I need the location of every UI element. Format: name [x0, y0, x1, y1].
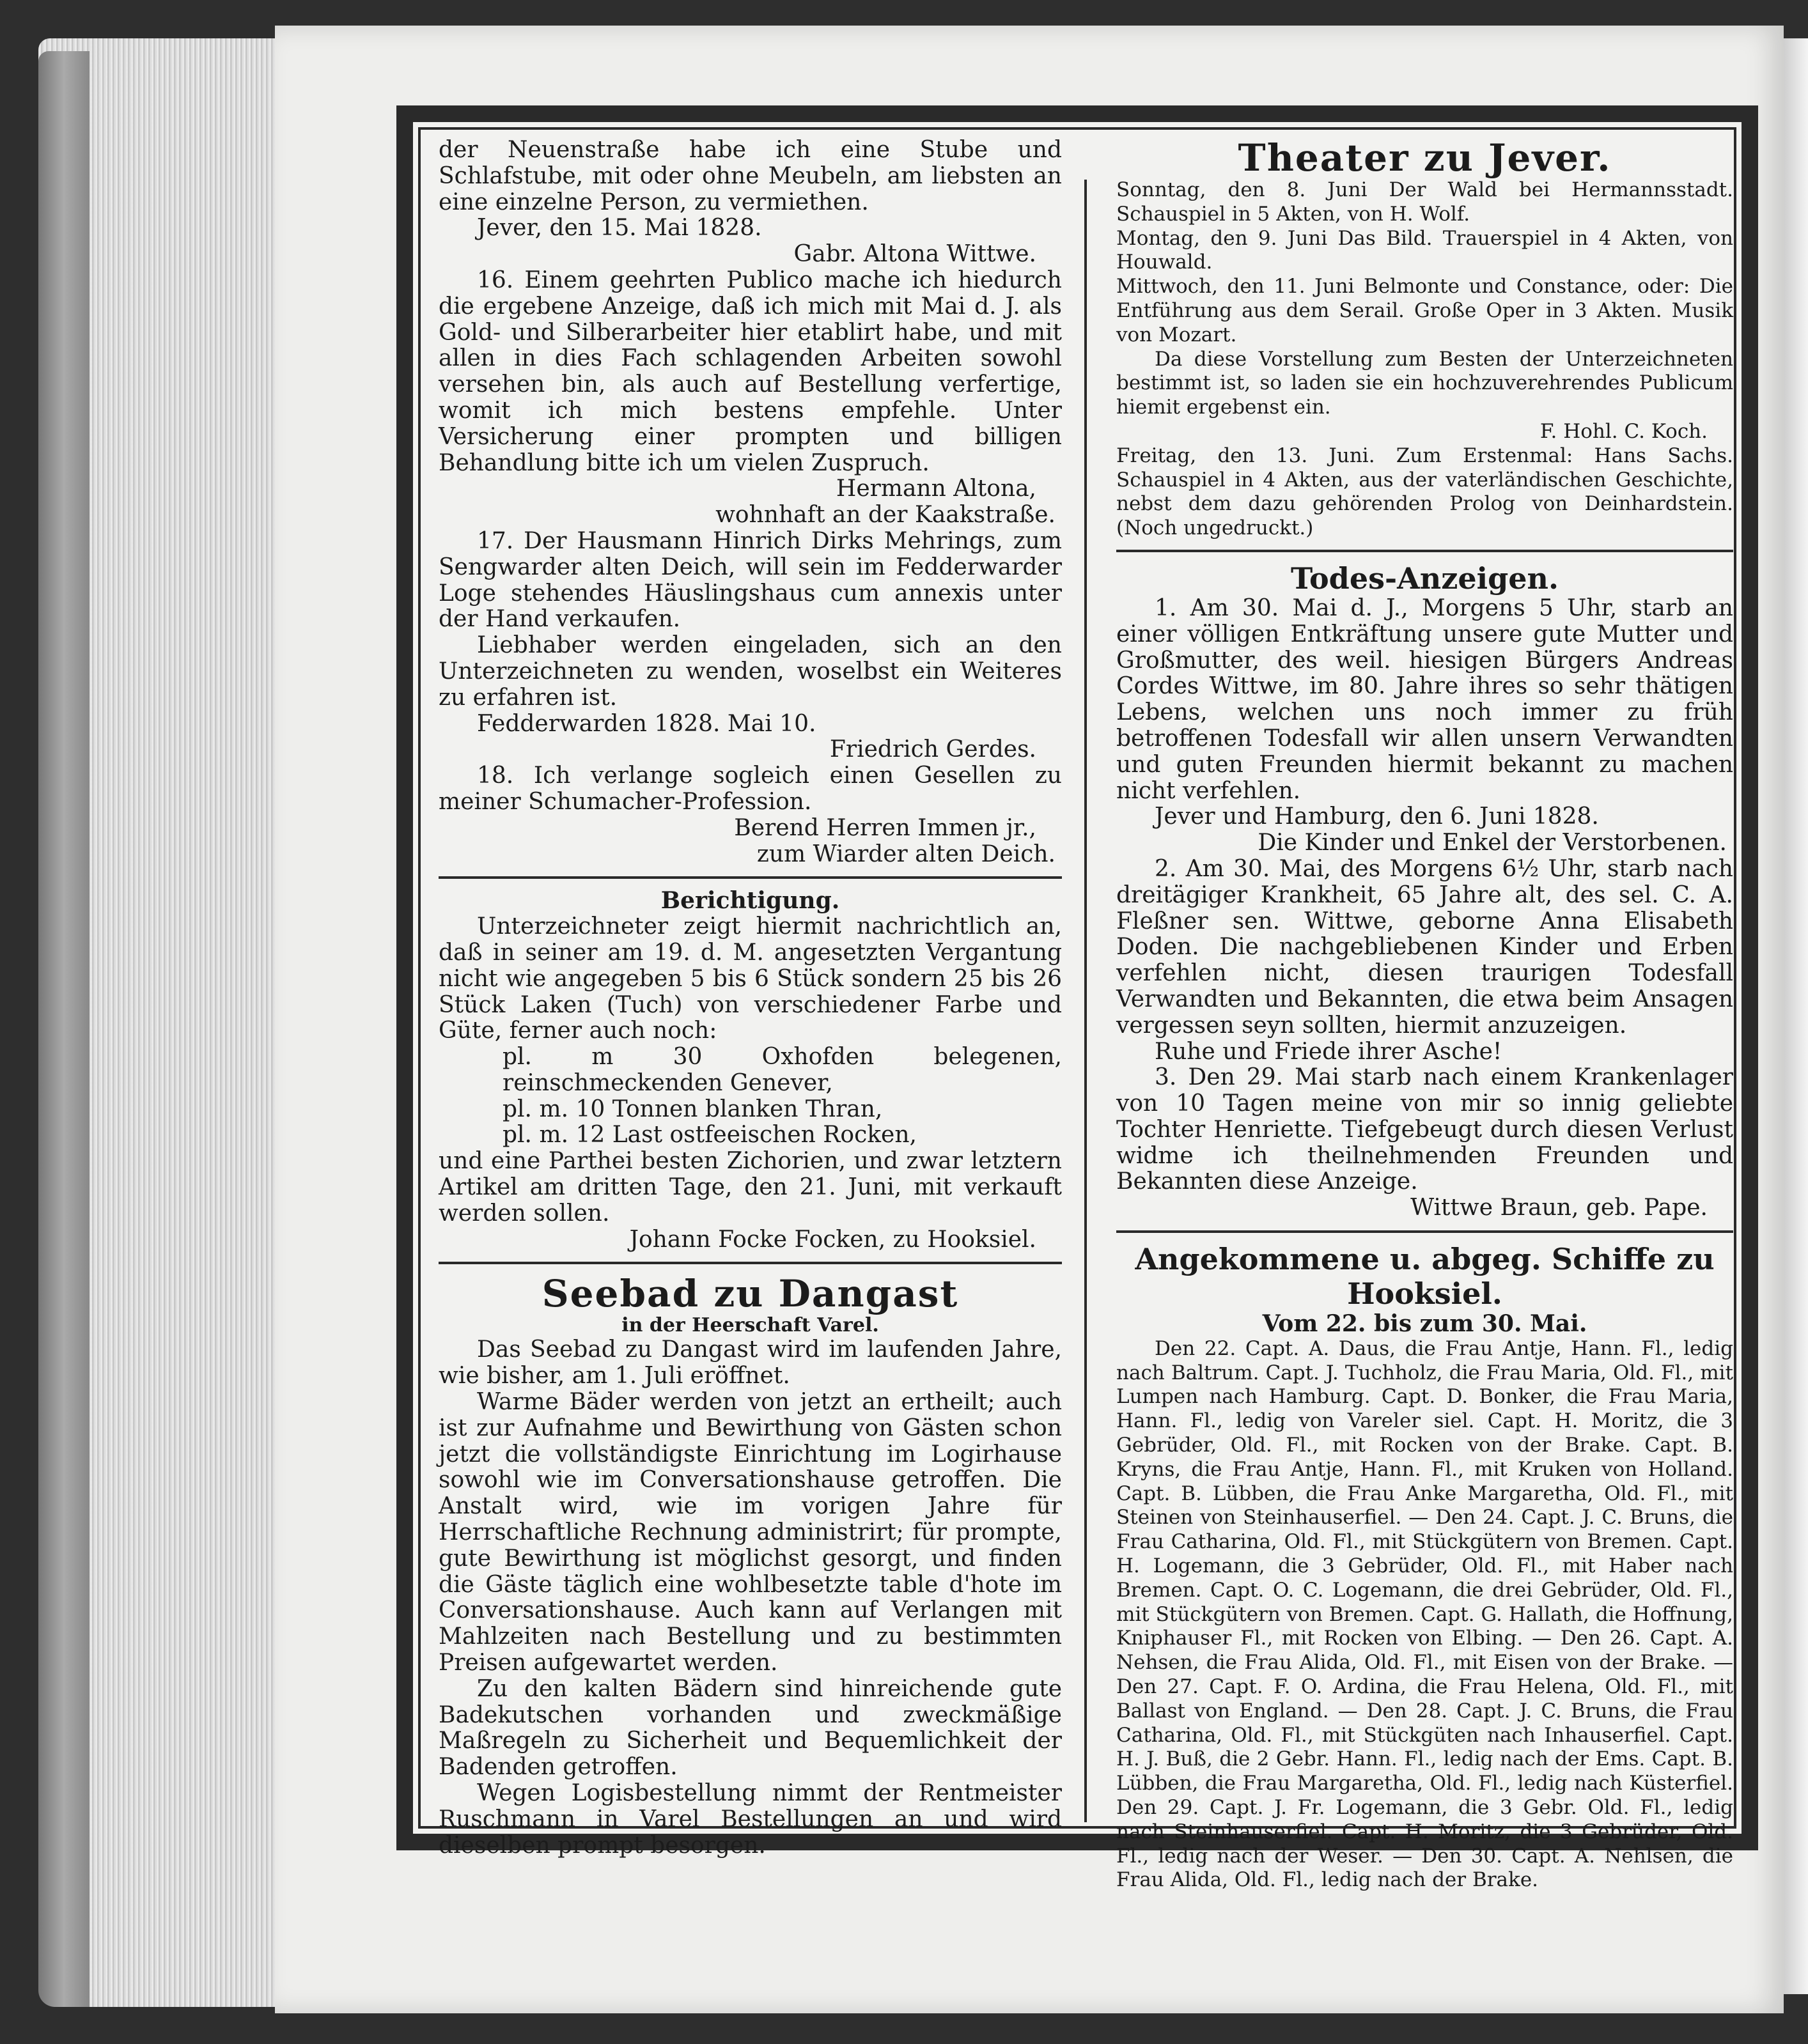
seebad-paragraph: Wegen Logisbestellung nimmt der Rentmeister Ruschmann in Varel Bestellungen an und wird dieselben prompt besorgen. — [439, 1780, 1062, 1859]
section-rule — [439, 876, 1062, 879]
section-rule — [1116, 1230, 1733, 1233]
left-column — [439, 137, 1062, 1859]
todes-notice-1-signature: Die Kinder und Enkel der Verstorbenen. — [1258, 830, 1727, 856]
theater-note: Da diese Vorstellung zum Besten der Unterzeichneten bestimmt ist, so laden sie ein hochzuverehrendes Publicum hiemit ergebenst ein. — [1116, 347, 1733, 419]
seebad-paragraph: Zu den kalten Bädern sind hinreichende gute Badekutschen vorhanden und zweckmäßige Maßregeln zu Sicherheit und Bequemlichkeit der Badenden getroffen. — [439, 1675, 1062, 1781]
theater-title: Theater zu Jever. — [1238, 136, 1612, 180]
berichtigung-text: Unterzeichneter zeigt hiermit nachrichtlich an, daß in seiner am 19. d. M. angesetzten Vergantung nicht wie angegeben 5 bis 6 Stück sondern 25 bis 26 Stück Laken (Tuch) von verschiedener Farbe und Güte, ferner auch noch: — [439, 913, 1062, 1044]
ad-18-signature: Berend Herren Immen jr., — [734, 814, 1036, 841]
berichtigung-item: pl. m 30 Oxhofden belegenen, reinschmeckenden Genever, — [503, 1044, 1062, 1096]
todes-notice-1-date: Jever und Hamburg, den 6. Juni 1828. — [1155, 803, 1599, 830]
ad-17-place-date: Fedderwarden 1828. Mai 10. — [477, 710, 816, 737]
seebad-title: Seebad zu Dangast — [542, 1272, 959, 1316]
ad-18-address: zum Wiarder alten Deich. — [756, 840, 1056, 867]
ad-16-signature: Hermann Altona, — [836, 476, 1036, 502]
todes-notice-2: 2. Am 30. Mai, des Morgens 6½ Uhr, starb nach dreitägiger Krankheit, 65 Jahre alt, des sel. C. A. Fleßner sen. Wittwe, geborne Anna Elisabeth Doden. Die nachgebliebenen Kinder und Erben verfehlen nicht, diesen traurigen Todesfall Verwandten und Bekannten, die etwa beim Ansagen vergessen seyn sollten, hiermit anzuzeigen. — [1116, 855, 1733, 1039]
ad-room-rent-date: Jever, den 15. Mai 1828. — [477, 215, 762, 242]
schiffe-subtitle: Vom 22. bis zum 30. Mai. — [1262, 1310, 1587, 1338]
todes-notice-3: 3. Den 29. Mai starb nach einem Krankenlager von 10 Tagen meine von mir so innig geliebte Tochter Henriette. Tiefgebeugt durch diesen Verlust widme ich theilnehmenden Freunden und Bekannten diese Anzeige. — [1116, 1064, 1733, 1195]
section-rule — [1116, 550, 1733, 552]
todes-notice-3-signature: Wittwe Braun, geb. Pape. — [1410, 1195, 1708, 1221]
berichtigung-item: pl. m. 12 Last ostfeeischen Rocken, — [503, 1122, 917, 1149]
book-spine-shadow — [38, 51, 90, 2007]
todes-title: Todes-Anzeigen. — [1291, 561, 1559, 596]
seebad-paragraph: Warme Bäder werden von jetzt an ertheilt; auch ist zur Aufnahme und Bewirthung von Gästen schon jetzt die vollständigste Einrichtung im Logirhause sowohl wie im Conversationshause getroffen. Die Anstalt wird, wie im vorigen Jahre für Herrschaftliche Rechnung administrirt; für prompte, gute Bewirthung ist möglichst gesorgt, und finden die Gäste täglich eine wohlbesetzte table d'hote im Conversationshause. Auch kann auf Verlangen mit Mahlzeiten nach Bestellung und zu bestimmten Preisen aufgewartet werden. — [439, 1389, 1062, 1676]
newspaper-frame — [396, 105, 1758, 1892]
berichtigung-title: Berichtigung. — [660, 887, 840, 915]
ad-18-journeyman: 18. Ich verlange sogleich einen Gesellen zu meiner Schumacher-Profession. — [439, 763, 1062, 815]
theater-friday: Freitag, den 13. Juni. Zum Erstenmal: Hans Sachs. Schauspiel in 4 Akten, aus der vaterländischen Geschichte, nebst dem dazu gehörenden Prolog von Deinhardstein. (Noch ungedruckt.) — [1116, 444, 1733, 540]
todes-notice-1: 1. Am 30. Mai d. J., Morgens 5 Uhr, starb an einer völligen Entkräftung unsere gute Mutter und Großmutter, des weil. hiesigen Bürgers Andreas Cordes Wittwe, im 80. Jahre ihres so sehr thätigen Lebens, welchen uns noch immer zu früh betroffenen Todesfall wir allen unsern Verwandten und guten Freunden hiermit bekannt zu machen nicht verfehlen. — [1116, 594, 1733, 804]
theater-note-signature: F. Hohl. C. Koch. — [1539, 419, 1708, 443]
ad-16-goldsmith: 16. Einem geehrten Publico mache ich hiedurch die ergebene Anzeige, daß ich mich mit Mai d. J. als Gold- und Silberarbeiter hier etablirt habe, und mit allen in dies Fach schlagenden Arbeiten sowohl versehen bin, als auch auf Bestellung verfertige, womit ich mich bestens empfehle. Unter Versicherung einer prompten und billigen Behandlung bitte ich um vielen Zuspruch. — [439, 267, 1062, 476]
theater-sunday: Sonntag, den 8. Juni Der Wald bei Hermannsstadt. Schauspiel in 5 Akten, von H. Wolf. — [1116, 178, 1733, 226]
seebad-paragraph: Das Seebad zu Dangast wird im laufenden Jahre, wie bisher, am 1. Juli eröffnet. — [439, 1336, 1062, 1390]
schiffe-list: Den 22. Capt. A. Daus, die Frau Antje, Hann. Fl., ledig nach Baltrum. Capt. J. Tuchholz, die Frau Maria, Old. Fl., mit Lumpen nach Hamburg. Capt. D. Bonker, die Frau Maria, Hann. Fl., ledig von Vareler siel. Capt. H. Moritz, die 3 Gebrüder, Old. Fl., mit Rocken von der Brake. Capt. B. Kryns, die Frau Antje, Hann. Fl., mit Kruken von Holland. Capt. B. Lübben, die Frau Anke Margaretha, Old. Fl., mit Steinen von Steinhauserfiel. — Den 24. Capt. J. C. Bruns, die Frau Catharina, Old. Fl., mit Stückgütern von Bremen. Capt. H. Logemann, die 3 Gebrüder, Old. Fl., mit Haber nach Bremen. Capt. O. C. Logemann, die drei Gebrüder, Old. Fl., mit Stückgütern von Bremen. Capt. G. Hallath, die Hoffnung, Kniphauser Fl., mit Rocken von Elbing. — Den 26. Capt. A. Nehsen, die Frau Alida, Old. Fl., mit Eisen von der Brake. — Den 27. Capt. F. O. Ardina, die Frau Helena, Old. Fl., mit Ballast von England. — Den 28. Capt. J. C. Bruns, die Frau Catharina, Old. Fl., mit Stückgüten nach Inhauserfiel. Capt. H. J. Buß, die 2 Gebr. Hann. Fl., ledig nach der Ems. Capt. B. Lübben, die Frau Margaretha, Old. Fl., ledig nach Küsterfiel. Den 29. Capt. J. Fr. Logemann, die 3 Gebr. Old. Fl., ledig nach Steinhauserfiel. Capt. H. Moritz, die 3 Gebrüder, Old. Fl., ledig nach der Weser. — Den 30. Capt. A. Nehlsen, die Frau Alida, Old. Fl., ledig nach der Brake. — [1116, 1336, 1733, 1892]
ad-room-rent-signature: Gabr. Altona Wittwe. — [793, 241, 1036, 268]
column-divider — [1084, 180, 1087, 1822]
section-rule — [439, 1262, 1062, 1264]
right-column — [1116, 136, 1733, 1892]
ad-17-buyers-invited: Liebhaber werden eingeladen, sich an den Unterzeichneten zu wenden, woselbst ein Weiteres zu erfahren ist. — [439, 632, 1062, 711]
berichtigung-end: und eine Parthei besten Zichorien, und zwar letztern Artikel am dritten Tage, den 21. Juni, mit verkauft werden sollen. — [439, 1148, 1062, 1227]
theater-wednesday: Mittwoch, den 11. Juni Belmonte und Constance, oder: Die Entführung aus dem Serail. Große Oper in 3 Akten. Musik von Mozart. — [1116, 275, 1733, 346]
ad-17-signature: Friedrich Gerdes. — [829, 736, 1036, 763]
ad-room-rent: der Neuenstraße habe ich eine Stube und Schlafstube, mit oder ohne Meubeln, am liebsten an eine einzelne Person, zu vermiethen. — [439, 137, 1062, 215]
berichtigung-signature: Johann Focke Focken, zu Hooksiel. — [629, 1226, 1036, 1253]
next-page-edge — [1784, 38, 1808, 1994]
theater-monday: Montag, den 9. Juni Das Bild. Trauerspiel in 4 Akten, von Houwald. — [1116, 226, 1733, 274]
todes-notice-2-end: Ruhe und Friede ihrer Asche! — [1155, 1038, 1502, 1065]
schiffe-title: Angekommene u. abgeg. Schiffe zu Hooksiel. — [1135, 1242, 1715, 1312]
ad-16-address: wohnhaft an der Kaakstraße. — [715, 502, 1056, 529]
berichtigung-item: pl. m. 10 Tonnen blanken Thran, — [503, 1096, 883, 1122]
seebad-subtitle: in der Heerschaft Varel. — [621, 1314, 879, 1337]
ad-17-house-sale: 17. Der Hausmann Hinrich Dirks Mehrings, zum Sengwarder alten Deich, will sein im Fedderwarder Loge stehendes Häuslingshaus cum annexis unter der Hand verkaufen. — [439, 527, 1062, 633]
